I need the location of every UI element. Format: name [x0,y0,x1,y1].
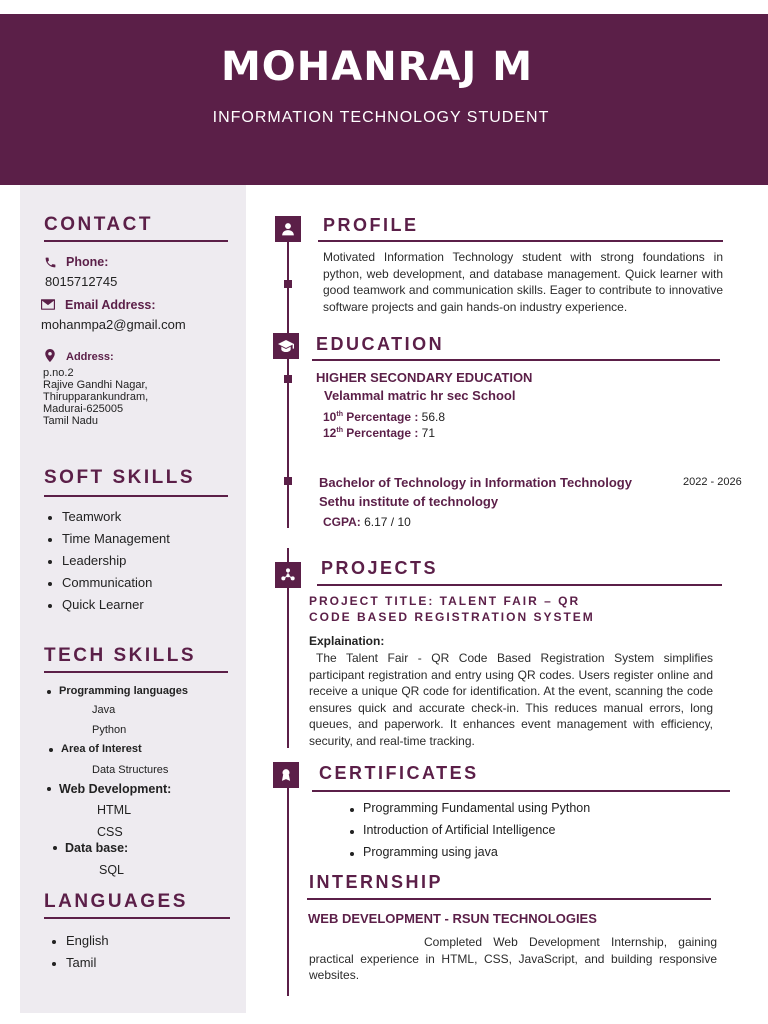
internship-heading: WEB DEVELOPMENT - RSUN TECHNOLOGIES [308,911,597,926]
header-banner [0,14,768,185]
list-item: Time Management [62,531,170,553]
soft-skills-title: SOFT SKILLS [44,467,195,488]
list-item: Teamwork [62,509,170,531]
network-icon [275,562,301,588]
address-line: Madurai-625005 [43,403,124,415]
award-icon [273,762,299,788]
degree-heading: Bachelor of Technology in Information Technology [319,475,632,490]
phone-label: Phone: [66,255,109,269]
contact-rule [44,240,228,242]
mail-icon [41,299,55,310]
project-explanation: The Talent Fair - QR Code Based Registration System simplifies participant registration and entry using QR codes. Users register online and receive a unique QR code for identification. At the event, scanning the code ensures quick and accurate check-in. This reduces manual errors, long queues, and paperwork. It enhances event management with efficiency, security, and real-time tracking. [309,651,713,748]
timeline-marker [284,375,292,383]
skill-item: CSS [97,825,123,839]
twelfth-sup: th [336,427,343,434]
education-title: EDUCATION [316,334,445,354]
projects-rule [317,584,722,586]
location-icon [45,349,55,362]
certificates-rule [312,790,730,792]
address-line: Rajive Gandhi Nagar, [43,379,148,391]
profile-rule [318,240,723,242]
list-item: Leadership [62,553,170,575]
certificates-title: CERTIFICATES [319,763,479,783]
interest-label: Area of Interest [61,743,142,755]
address-line: p.no.2 [43,367,74,379]
soft-skills-list [62,509,170,619]
degree-years: 2022 - 2026 [683,476,742,488]
twelfth-percentage [323,426,435,440]
programming-label: Programming languages [59,685,188,697]
email-value[interactable]: mohanmpa2@gmail.com [41,317,186,332]
list-item: English [66,933,109,955]
person-icon [275,216,301,242]
address-line: Tamil Nadu [43,415,99,427]
project-title-line1: PROJECT TITLE: TALENT FAIR – QR [309,594,581,608]
degree-college: Sethu institute of technology [319,494,499,509]
soft-skills-rule [44,495,228,497]
tech-skills-rule [44,671,228,673]
skill-item: SQL [99,863,125,877]
list-item: Programming using java [363,845,590,867]
languages-title: LANGUAGES [44,891,188,912]
tenth-suffix: Percentage : [342,410,419,424]
list-item: Tamil [66,955,109,977]
timeline-marker [284,477,292,485]
profile-text: Motivated Information Technology student with strong foundations in python, web development, and database management. Quick learner with good teamwork and communication skills. Eager to contribute to innovative software projects and gain hands-on industry experience. [323,250,723,314]
skill-item: Java [92,704,116,716]
tenth-percentage [323,410,445,424]
internship-title: INTERNSHIP [309,872,444,892]
timeline-line [287,786,289,996]
hsc-school: Velammal matric hr sec School [324,388,516,403]
internship-rule [307,898,711,900]
email-label: Email Address: [65,298,156,312]
skill-item: Data Structures [92,764,169,776]
tenth-label: 10 [323,410,337,424]
twelfth-suffix: Percentage : [342,426,419,440]
phone-icon [44,256,57,269]
sidebar [20,185,246,1013]
languages-rule [44,917,230,919]
profile-title: PROFILE [323,215,419,235]
projects-title: PROJECTS [321,558,439,578]
web-label: Web Development: [59,782,172,796]
tenth-sup: th [336,411,343,418]
cgpa-value: 6.17 / 10 [360,515,411,529]
tenth-value: 56.8 [418,410,446,424]
project-title-line2: CODE BASED REGISTRATION SYSTEM [309,610,595,624]
hsc-heading: HIGHER SECONDARY EDUCATION [316,370,533,385]
certificates-list [363,801,590,867]
graduation-cap-icon [273,333,299,359]
tech-skills-title: TECH SKILLS [44,645,197,666]
education-rule [312,359,720,361]
twelfth-value: 71 [418,426,436,440]
skill-item: HTML [97,803,132,817]
candidate-name: MOHANRAJ M [220,44,534,90]
db-label: Data base: [65,841,129,855]
cgpa [323,515,411,529]
list-item: Introduction of Artificial Intelligence [363,823,590,845]
list-item: Communication [62,575,170,597]
twelfth-label: 12 [323,426,337,440]
timeline-marker [284,280,292,288]
address-block [43,367,148,427]
phone-value[interactable]: 8015712745 [45,274,118,289]
explanation-label: Explaination: [309,634,385,648]
internship-text: Completed Web Development Internship, gaining practical experience in HTML, CSS, JavaScript, and building responsive websites. [309,935,717,982]
skill-item: Python [92,724,127,736]
candidate-subtitle: INFORMATION TECHNOLOGY STUDENT [212,109,550,126]
address-label: Address: [66,351,114,363]
list-item: Programming Fundamental using Python [363,801,590,823]
cgpa-label: CGPA: [323,515,361,529]
address-line: Thirupparankundram, [43,391,149,403]
languages-list [66,933,109,977]
list-item: Quick Learner [62,597,170,619]
contact-title: CONTACT [44,214,153,235]
